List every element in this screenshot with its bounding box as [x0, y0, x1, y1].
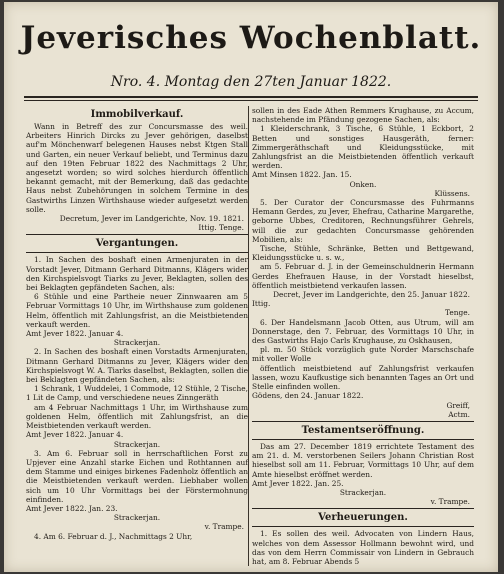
section-rule: [26, 252, 248, 253]
paragraph: 5. Der Curator der Concursmasse des Fuhrmanns Hemann Gerdes, zu Jever, Ehefrau, Catharine Margarethe, geborne Ubbes, Creditoren, Rechnungsführer Gehrels, will die zur gedachten Concursmasse gehörenden Mobilien, als:: [252, 198, 474, 244]
section-title-vergantungen: Vergantungen.: [95, 238, 179, 250]
paragraph: 2. In Sachen des boshaft einen Vorstadts Armenjuraten, Ditmann Gerhard Ditmanns zu Jever, Klägers wider den Kirchspielsvogt W. A. Tiarks daselbst, Beklagten, sollen die bei Beklagten gepfändeten Sachen, als:: [26, 347, 248, 385]
signature: Gödens, den 24. Januar 1822.: [252, 391, 364, 401]
section-title-immobilverkauf: Immobilverkauf.: [90, 109, 184, 120]
paragraph: 1. In Sachen des boshaft einen Armenjuraten in der Vorstadt Jever, Ditmann Gerhard Ditmanns, Klägers wider den Kirchspielsvogt Tiarks zu Jever, Beklagten, sollen des bei Beklagten gepfändeten Sachen, als:: [26, 255, 248, 293]
signature: Klüssens.: [434, 188, 470, 198]
signature: Decretum, Jever im Landgerichte, Nov. 19. 1821.: [59, 214, 244, 224]
section-rule: [252, 421, 474, 422]
paragraph: 3. Am 6. Februar soll in herrschaftlichen Forst zu Upjever eine Anzahl starke Eichen und Rothtannen auf dem Stamme und einiges birkenes Fadenholz öffentlich an die Meistbietenden verkauft werden. Liebhaber wollen sich um 10 Uhr Vormittags bei der Förstermohnung einfinden.: [26, 448, 248, 504]
signature: Strackerjan.: [113, 439, 161, 449]
signature: Amt Jever 1822. Jan. 23.: [26, 503, 118, 513]
paragraph: 1 Kleiderschrank, 3 Tische, 6 Stühle, 1 Eckbort, 2 Betten und sonstiges Hausgeräth, ferner: Zimmergeräthschaft und Kleidungsstücke, mit Zahlungsfrist an die Meistbietenden öffentlich verkauft werden.: [252, 124, 474, 171]
signature: Tenge.: [445, 308, 470, 318]
column-divider: [248, 106, 249, 566]
signature: Actm.: [448, 409, 470, 419]
signature: Greiff,: [446, 400, 470, 410]
section-rule: [252, 526, 474, 527]
left-column: [26, 106, 248, 541]
issue-line: Nro. 4. Montag den 27ten Januar 1822.: [110, 74, 392, 90]
signature: Amt Jever 1822. Januar 4.: [26, 329, 124, 339]
paragraph: 6 Stühle und eine Partheie neuer Zinnwaaren am 5 Februar Vormittags 10 Uhr, im Wirthshause zum goldenen Helm, öffentlich mit Zahlungsfrist, an die Meistbietenden verkauft werden.: [26, 292, 248, 329]
paragraph: Das am 27. December 1819 errichtete Testament des am 21. d. M. verstorbenen Seilers Johann Christian Rost hieselbst soll am 11. Februar, Vormittags 10 Uhr, auf dem Amte hieselbst eröffnet werden.: [252, 441, 474, 479]
section-title-verheuerungen: Verheuerungen.: [318, 512, 408, 524]
section-rule: [252, 508, 474, 509]
section-rule: [26, 234, 248, 235]
signature: Strackerjan.: [339, 487, 387, 497]
signature: Ittig.: [252, 299, 271, 309]
signature: Strackerjan.: [113, 513, 161, 523]
signature: Ittig. Tenge.: [198, 223, 244, 233]
paragraph: 1. Es sollen des weil. Advocaten von Lindern Haus, welches von dem Assessor Hollmann bewohnt wird, und das von dem Herrn Commissair von Lindern in Gebrauch hat, am 8. Februar Abends 5: [252, 529, 474, 566]
paragraph: 6. Der Handelsmann Jacob Otten, aus Utrum, will am Donnerstage, den 7. Februar, des Vormittags 10 Uhr, in des Gastwirths Hajo Carls Krughause, zu Oskhausen,: [252, 317, 474, 346]
section-rule: [252, 439, 474, 440]
section-title-testament: Testamentseröffnung.: [301, 424, 425, 436]
signature: Amt Jever 1822. Januar 4.: [26, 430, 124, 440]
paragraph: 4. Am 6. Februar d. J., Nachmittags 2 Uhr,: [34, 531, 193, 541]
paragraph: pl. m. 50 Stück vorzüglich gute Norder Marschschafe mit voller Wolle: [252, 345, 474, 364]
header-rule: [24, 96, 478, 98]
signature: Strackerjan.: [113, 338, 161, 348]
signature: Amt Jever 1822. Jan. 25.: [252, 478, 344, 488]
paragraph: Wann in Betreff des zur Concursmasse des weil. Arbeiters Hinrich Dircks zu Jever gehörigen, daselbst auf'm Mönchenwarf belegenen Hauses nebst Ktgen Stall und Garten, ein neuer Verkauf beliebt, und Terminus dazu auf den 19ten Februar 1822 des Nachmittags 2 Uhr, angesetzt worden; so wird solches hierdurch öffentlich bekannt gemacht, mit der Bemerkung, daß das gedachte Haus nebst Zubehörungen in solchem Termine in des Gastwirths Linzen Wirthshause wieder aufgesetzt werden solle.: [26, 122, 248, 214]
signature: Decret, Jever im Landgerichte, den 25. Januar 1822.: [273, 290, 470, 300]
paragraph: 1 Schrank, 1 Wuddelei, 1 Commode, 12 Stühle, 2 Tische, 1 Lit de Camp, und verschiedene neues Zinngeräth: [26, 384, 248, 403]
paragraph: öffentlich meistbietend auf Zahlungsfrist verkaufen lassen, wozu Kaufkustige sich benannten Tages an Ort und Stelle einfinden wollen.: [252, 363, 474, 392]
signature: v. Trampe.: [430, 497, 470, 507]
paragraph: am 4 Februar Nachmittags 1 Uhr, im Wirthshause zum goldenen Helm, öffentlich mit Zahlungsfrist, an die Meistbietenden verkauft werden.: [26, 402, 248, 431]
paragraph: Tische, Stühle, Schränke, Betten und Bettgewand, Kleidungsstücke u. s. w.,: [252, 244, 474, 263]
right-column: [252, 106, 474, 566]
masthead: Jeverisches Wochenblatt.: [20, 20, 482, 56]
signature: Amt Minsen 1822. Jan. 15.: [252, 170, 352, 180]
paragraph: am 5. Februar d. J. in der Gemeinschuldnerin Hermann Gerdes Ehefrauen Hause, in der Vorstadt hieselbst, öffentlich meistbietend verkaufen lassen.: [252, 262, 474, 290]
header-rule-thin: [24, 100, 478, 101]
newspaper-page: [4, 2, 498, 572]
signature: v. Trampe.: [204, 522, 244, 532]
paragraph: sollen in des Eade Athen Remmers Krughause, zu Accum, nachstehende im Pfändung gezogene Sachen, als:: [252, 106, 474, 125]
signature: Onken.: [349, 179, 377, 189]
